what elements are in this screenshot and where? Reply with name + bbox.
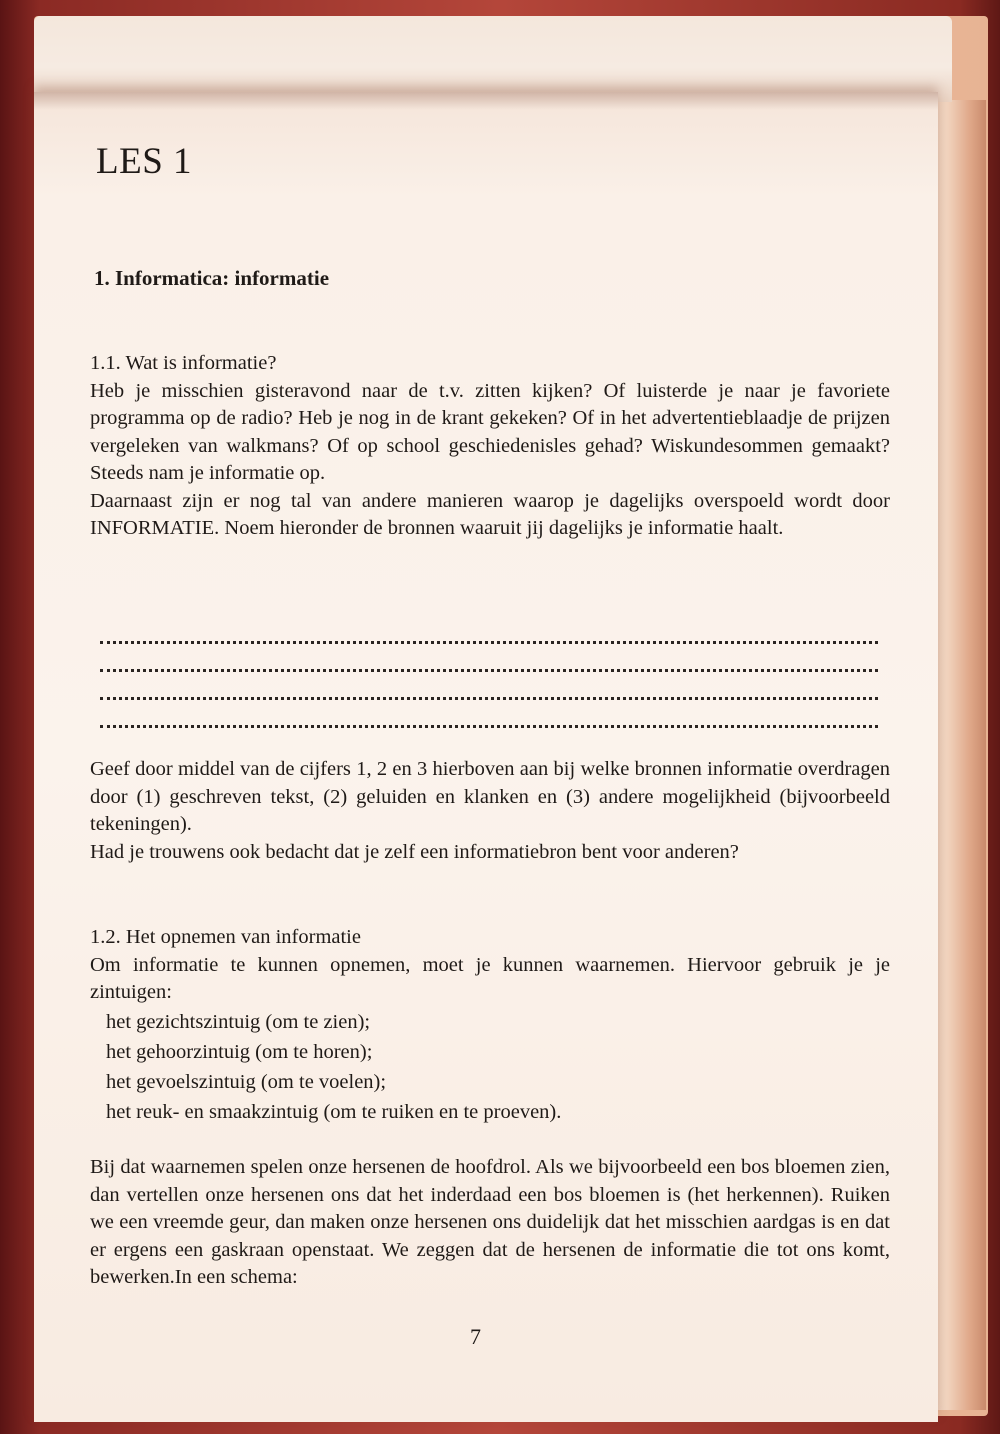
subsection-1-followup bbox=[90, 756, 890, 866]
list-item: het gevoelszintuig (om te voelen); bbox=[106, 1070, 387, 1093]
section-heading: 1. Informatica: informatie bbox=[94, 266, 330, 290]
answer-line[interactable] bbox=[100, 644, 878, 672]
subsection-2-heading: 1.2. Het opnemen van informatie bbox=[90, 926, 361, 948]
senses-list bbox=[90, 1007, 890, 1127]
subsection-1-paragraph-3: Geef door middel van de cijfers 1, 2 en 3 hierboven aan bij welke bronnen informatie overdragen door (1) geschreven tekst, (2) geluiden en klanken en (3) andere mogelijkheid (bijvoorbeeld tekeningen). bbox=[90, 758, 890, 835]
answer-line[interactable] bbox=[100, 672, 878, 700]
subsection-1-block bbox=[90, 350, 890, 543]
list-item: het reuk- en smaakzintuig (om te ruiken en te proeven). bbox=[106, 1100, 562, 1123]
subsection-2-body bbox=[90, 1154, 890, 1292]
subsection-1-heading: 1.1. Wat is informatie? bbox=[90, 352, 277, 374]
page-fold-shadow bbox=[34, 92, 938, 110]
page-edges bbox=[930, 100, 986, 1410]
answer-line[interactable] bbox=[100, 616, 878, 644]
subsection-2-block bbox=[90, 924, 890, 1127]
subsection-1-paragraph-1: Heb je misschien gisteravond naar de t.v. zitten kijken? Of luisterde je naar je favoriete programma op de radio? Heb je nog in de krant gekeken? Of in het advertentieblaadje de prijzen vergeleken van walkmans? Of op school geschiedenisles gehad? Wiskundesommen gemaakt? Steeds nam je informatie op. bbox=[90, 379, 890, 484]
answer-line[interactable] bbox=[100, 700, 878, 728]
previous-page-strip bbox=[34, 16, 952, 102]
subsection-2-intro: Om informatie te kunnen opnemen, moet je kunnen waarnemen. Hiervoor gebruik je je zintuigen: bbox=[90, 953, 890, 1003]
lesson-title: LES 1 bbox=[96, 141, 193, 182]
list-item: het gehoorzintuig (om te horen); bbox=[106, 1040, 373, 1063]
list-item: het gezichtszintuig (om te zien); bbox=[106, 1010, 371, 1033]
page-number: 7 bbox=[470, 1324, 481, 1349]
subsection-1-paragraph-2: Daarnaast zijn er nog tal van andere manieren waarop je dagelijks overspoeld wordt door INFORMATIE. Noem hieronder de bronnen waaruit jij dagelijks je informatie haalt. bbox=[90, 489, 890, 539]
subsection-1-paragraph-4: Had je trouwens ook bedacht dat je zelf een informatiebron bent voor anderen? bbox=[90, 840, 739, 863]
answer-lines bbox=[100, 616, 880, 728]
subsection-2-paragraph: Bij dat waarnemen spelen onze hersenen de hoofdrol. Als we bijvoorbeeld een bos bloemen zien, dan vertellen onze hersenen ons dat het inderdaad een bos bloemen is (het herkennen). Ruiken we een vreemde geur, dan maken onze hersenen ons duidelijk dat het misschien aardgas is en dat er ergens een gaskraan openstaat. We zeggen dat de hersenen de informatie die tot ons komt, bewerken.In een schema: bbox=[90, 1156, 890, 1288]
